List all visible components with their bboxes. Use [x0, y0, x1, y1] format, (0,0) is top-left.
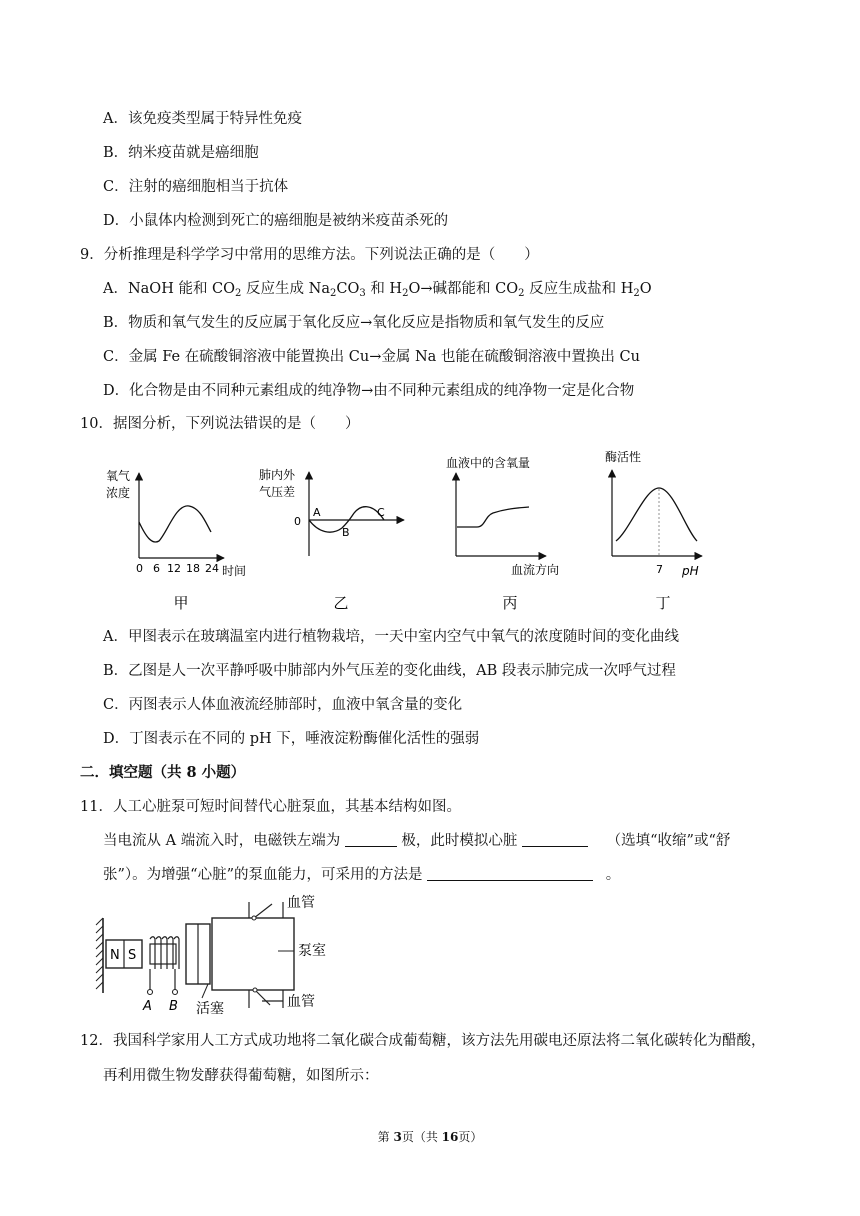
q9-stem: 9．分析推理是科学学习中常用的思维方法。下列说法正确的是（ ）	[80, 247, 539, 263]
graph-yi-point-c: C	[377, 506, 385, 519]
q9-a-sub: 2	[518, 288, 525, 299]
diagram-vessel-bottom-label: 血管	[287, 994, 315, 1010]
q11-blank-method[interactable]	[427, 866, 593, 881]
q9-option-d: D．化合物是由不同种元素组成的纯净物→由不同种元素组成的纯净物一定是化合物	[103, 383, 635, 399]
q9-a-text: O→碱都能和 CO	[408, 281, 519, 297]
graph-bing	[446, 455, 559, 612]
graph-jia-xlabel: 时间	[222, 564, 247, 578]
q9-option-a	[103, 279, 652, 304]
graph-ding-caption: 丁	[655, 594, 671, 612]
q11-blank-pole[interactable]	[345, 832, 397, 847]
q9-a-text: 反应生成 Na	[241, 281, 330, 297]
graph-ding-xlabel: pH	[682, 564, 699, 578]
graph-yi-point-b: B	[342, 526, 350, 539]
graph-jia-tick-12: 12	[167, 562, 181, 575]
graph-jia-curve	[139, 506, 211, 542]
graph-jia-caption: 甲	[173, 594, 189, 612]
q8-option-d: D．小鼠体内检测到死亡的癌细胞是被纳米疫苗杀死的	[103, 213, 449, 229]
q10-graphs-figure	[0, 440, 860, 615]
graph-yi-point-a: A	[313, 506, 321, 519]
graph-yi-ylabel-1: 肺内外	[259, 468, 296, 482]
q9-a-sub: 2	[235, 288, 242, 299]
q11-text: （选填“收缩”或“舒	[606, 833, 731, 849]
section-2-title: 二．填空题（共 8 小题）	[80, 764, 246, 781]
graph-jia	[106, 468, 246, 612]
diagram-piston-label: 活塞	[196, 1001, 224, 1017]
graph-jia-ylabel-2: 浓度	[106, 486, 131, 500]
diagram-chamber	[212, 918, 294, 990]
diagram-vessel-top-label: 血管	[287, 895, 315, 911]
graph-ding	[605, 449, 702, 612]
graph-yi-caption: 乙	[333, 594, 349, 612]
graph-bing-curve	[457, 507, 529, 527]
q9-a-text: 反应生成盐和 H	[524, 281, 634, 297]
q8-option-a: A．该免疫类型属于特异性免疫	[103, 111, 302, 127]
graph-bing-caption: 丙	[502, 594, 518, 612]
q9-a-sub: 2	[402, 288, 409, 299]
q9-a-text: CO	[336, 281, 360, 297]
q11-line-2	[103, 865, 620, 885]
q11-stem: 11．人工心脏泵可短时间替代心脏泵血，其基本结构如图。	[80, 799, 461, 815]
q9-a-sub: 2	[633, 288, 640, 299]
graph-jia-tick-18: 18	[186, 562, 200, 575]
q11-text: 张”）。为增强“心脏”的泵血能力，可采用的方法是	[103, 867, 423, 883]
footer-page-number: 3	[393, 1130, 402, 1144]
q9-a-sub: 3	[359, 288, 366, 299]
diagram-label-a: A	[143, 999, 152, 1014]
diagram-terminal-a	[148, 990, 153, 995]
diagram-label-b: B	[169, 999, 178, 1014]
diagram-terminal-b	[173, 990, 178, 995]
q9-a-text: O	[639, 281, 652, 297]
footer-total-pages: 16	[441, 1130, 459, 1144]
q12-line-1: 12．我国科学家用人工方式成功地将二氧化碳合成葡萄糖，该方法先用碳电还原法将二氧化碳转化为醋酸，	[80, 1033, 766, 1049]
q9-a-sub: 2	[329, 288, 337, 299]
diagram-valve-top	[254, 904, 272, 918]
footer-suffix: 页）	[458, 1130, 483, 1144]
graph-jia-ylabel-1: 氧气	[106, 469, 131, 483]
diagram-magnet-s: S	[128, 948, 137, 963]
q9-option-c: C．金属 Fe 在硫酸铜溶液中能置换出 Cu→金属 Na 也能在硫酸铜溶液中置换出 Cu	[103, 349, 640, 365]
q9-a-text: 和 H	[365, 281, 403, 297]
q11-text: 极，此时模拟心脏	[401, 833, 518, 849]
q12-line-2: 再利用微生物发酵获得葡萄糖，如图所示：	[103, 1068, 379, 1084]
diagram-valve-bottom	[255, 990, 270, 1005]
q10-option-d: D．丁图表示在不同的 pH 下，唾液淀粉酶催化活性的强弱	[103, 731, 480, 747]
graph-ding-curve	[616, 488, 697, 541]
graph-bing-ylabel: 血液中的含氧量	[446, 456, 531, 470]
graph-ding-ylabel: 酶活性	[605, 450, 642, 464]
q10-option-a: A．甲图表示在玻璃温室内进行植物栽培，一天中室内空气中氧气的浓度随时间的变化曲线	[103, 629, 679, 645]
diagram-coil	[150, 937, 179, 969]
diagram-magnet-n: N	[110, 948, 120, 963]
graph-ding-tick-7: 7	[656, 563, 663, 576]
q10-option-b: B．乙图是人一次平静呼吸中肺部内外气压差的变化曲线，AB 段表示肺完成一次呼气过程	[103, 663, 676, 679]
footer-middle: 页（共	[401, 1130, 442, 1144]
diagram-piston-leader	[202, 984, 208, 998]
diagram-chamber-label: 泵室	[298, 943, 326, 959]
graph-bing-xlabel: 血流方向	[511, 563, 560, 577]
q10-option-c: C．丙图表示人体血液流经肺部时，血液中氧含量的变化	[103, 697, 463, 713]
q11-pump-diagram	[0, 885, 860, 1025]
q11-text: 。	[605, 867, 621, 883]
q8-option-b: B．纳米疫苗就是癌细胞	[103, 145, 259, 161]
page-footer	[0, 1128, 860, 1145]
q11-line-1	[103, 831, 730, 851]
graph-jia-tick-6: 6	[153, 562, 160, 575]
q11-blank-heart-state[interactable]	[522, 832, 588, 847]
graph-yi	[259, 467, 404, 612]
footer-prefix: 第	[377, 1130, 394, 1144]
q8-option-c: C．注射的癌细胞相当于抗体	[103, 179, 289, 195]
q11-text: 当电流从 A 端流入时，电磁铁左端为	[103, 833, 341, 849]
graph-yi-ylabel-2: 气压差	[259, 485, 296, 499]
graph-jia-tick-24: 24	[205, 562, 219, 575]
q9-option-b: B．物质和氧气发生的反应属于氧化反应→氧化反应是指物质和氧气发生的反应	[103, 315, 605, 331]
graph-jia-tick-0: 0	[136, 562, 143, 575]
q9-a-text: A．NaOH 能和 CO	[103, 281, 236, 297]
q10-stem: 10．据图分析，下列说法错误的是（ ）	[80, 416, 360, 432]
diagram-wall-hatch	[96, 918, 103, 989]
graph-yi-zero: 0	[294, 515, 301, 528]
